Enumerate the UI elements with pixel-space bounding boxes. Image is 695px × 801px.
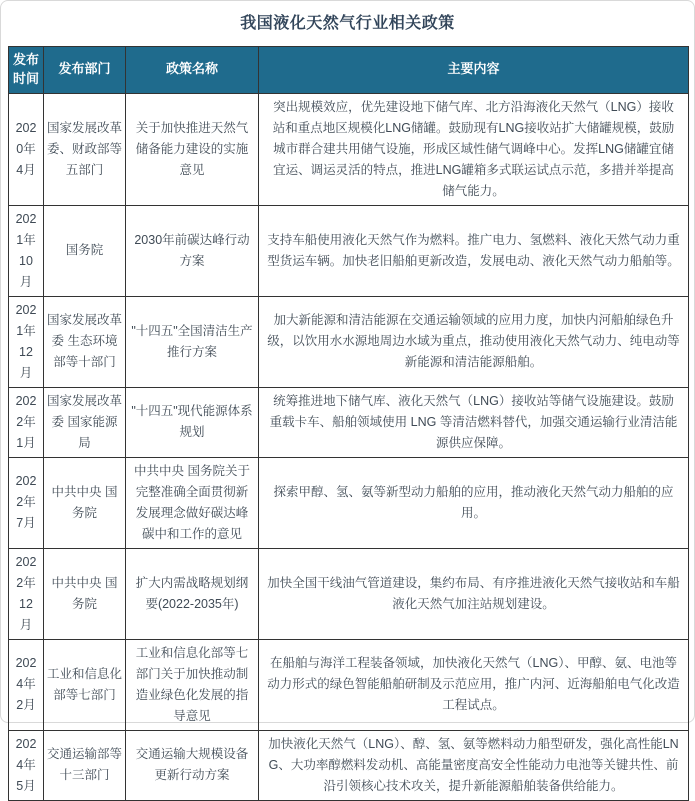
cell-policy: 中共中央 国务院关于完整准确全面贯彻新发展理念做好碳达峰碳中和工作的意见 xyxy=(126,457,259,548)
table-row xyxy=(9,730,689,800)
policy-table xyxy=(8,46,689,801)
table-row xyxy=(9,387,689,457)
cell-dept: 国家发展改革委、财政部等五部门 xyxy=(44,93,126,205)
cell-dept: 国家发展改革委 生态环境部等十部门 xyxy=(44,296,126,387)
cell-content: 加快全国干线油气管道建设，集约布局、有序推进液化天然气接收站和车船液化天然气加注站规划建设。 xyxy=(259,548,689,639)
cell-policy: 关于加快推进天然气储备能力建设的实施意见 xyxy=(126,93,259,205)
cell-dept: 交通运输部等十三部门 xyxy=(44,730,126,800)
cell-date: 2021年10月 xyxy=(9,205,44,296)
table-row xyxy=(9,639,689,730)
cell-content: 统筹推进地下储气库、液化天然气（LNG）接收站等储气设施建设。鼓励重载卡车、船舶领域使用 LNG 等清洁燃料替代，加强交通运输行业清洁能源供应保障。 xyxy=(259,387,689,457)
header-cell-date: 发布时间 xyxy=(9,47,44,94)
cell-content: 探索甲醇、氢、氨等新型动力船舶的应用，推动液化天然气动力船舶的应用。 xyxy=(259,457,689,548)
cell-dept: 中共中央 国务院 xyxy=(44,548,126,639)
table-row xyxy=(9,296,689,387)
header-cell-content: 主要内容 xyxy=(259,47,689,94)
cell-date: 2024年5月 xyxy=(9,730,44,800)
cell-date: 2022年7月 xyxy=(9,457,44,548)
cell-content: 突出规模效应，优先建设地下储气库、北方沿海液化天然气（LNG）接收站和重点地区规模化LNG储罐。鼓励现有LNG接收站扩大储罐规模，鼓励城市群合建共用储气设施，形成区域性储气调峰中心。发挥LNG储罐宜储宜运、调运灵活的特点，推进LNG罐箱多式联运试点示范，多措并举提高储气能力。 xyxy=(259,93,689,205)
cell-date: 2020年4月 xyxy=(9,93,44,205)
cell-policy: 工业和信息化部等七部门关于加快推动制造业绿色化发展的指导意见 xyxy=(126,639,259,730)
table-row xyxy=(9,548,689,639)
cell-date: 2021年12月 xyxy=(9,296,44,387)
cell-policy: "十四五"全国清洁生产推行方案 xyxy=(126,296,259,387)
header-cell-dept: 发布部门 xyxy=(44,47,126,94)
header-cell-policy: 政策名称 xyxy=(126,47,259,94)
cell-content: 支持车船使用液化天然气作为燃料。推广电力、氢燃料、液化天然气动力重型货运车辆。加快老旧船舶更新改造，发展电动、液化天然气动力船舶等。 xyxy=(259,205,689,296)
table-row xyxy=(9,205,689,296)
cell-content: 加快液化天然气（LNG）、醇、氢、氨等燃料动力船型研发，强化高性能LNG、大功率醇燃料发动机、高能量密度高安全性能动力电池等关键共性、前沿引领核心技术攻关，提升新能源船舶装备供给能力。 xyxy=(259,730,689,800)
cell-content: 加大新能源和清洁能源在交通运输领域的应用力度，加快内河船舶绿色升级，以饮用水水源地周边水域为重点，推动使用液化天然气动力、纯电动等新能源和清洁能源船舶。 xyxy=(259,296,689,387)
cell-date: 2024年2月 xyxy=(9,639,44,730)
cell-content: 在船舶与海洋工程装备领域，加快液化天然气（LNG）、甲醇、氨、电池等动力形式的绿色智能船舶研制及示范应用，推广内河、近海船舶电气化改造工程试点。 xyxy=(259,639,689,730)
page-title: 我国液化天然气行业相关政策 xyxy=(240,15,455,32)
header-row xyxy=(9,47,689,94)
cell-date: 2022年12月 xyxy=(9,548,44,639)
cell-policy: 2030年前碳达峰行动方案 xyxy=(126,205,259,296)
table-row xyxy=(9,457,689,548)
cell-policy: "十四五"现代能源体系规划 xyxy=(126,387,259,457)
cell-date: 2022年1月 xyxy=(9,387,44,457)
cell-dept: 国家发展改革委 国家能源局 xyxy=(44,387,126,457)
table-row xyxy=(9,93,689,205)
policy-table-body xyxy=(9,93,689,800)
cell-policy: 扩大内需战略规划纲要(2022-2035年) xyxy=(126,548,259,639)
policy-table-header xyxy=(9,47,689,94)
cell-dept: 工业和信息化部等七部门 xyxy=(44,639,126,730)
cell-dept: 国务院 xyxy=(44,205,126,296)
cell-dept: 中共中央 国务院 xyxy=(44,457,126,548)
cell-policy: 交通运输大规模设备更新行动方案 xyxy=(126,730,259,800)
